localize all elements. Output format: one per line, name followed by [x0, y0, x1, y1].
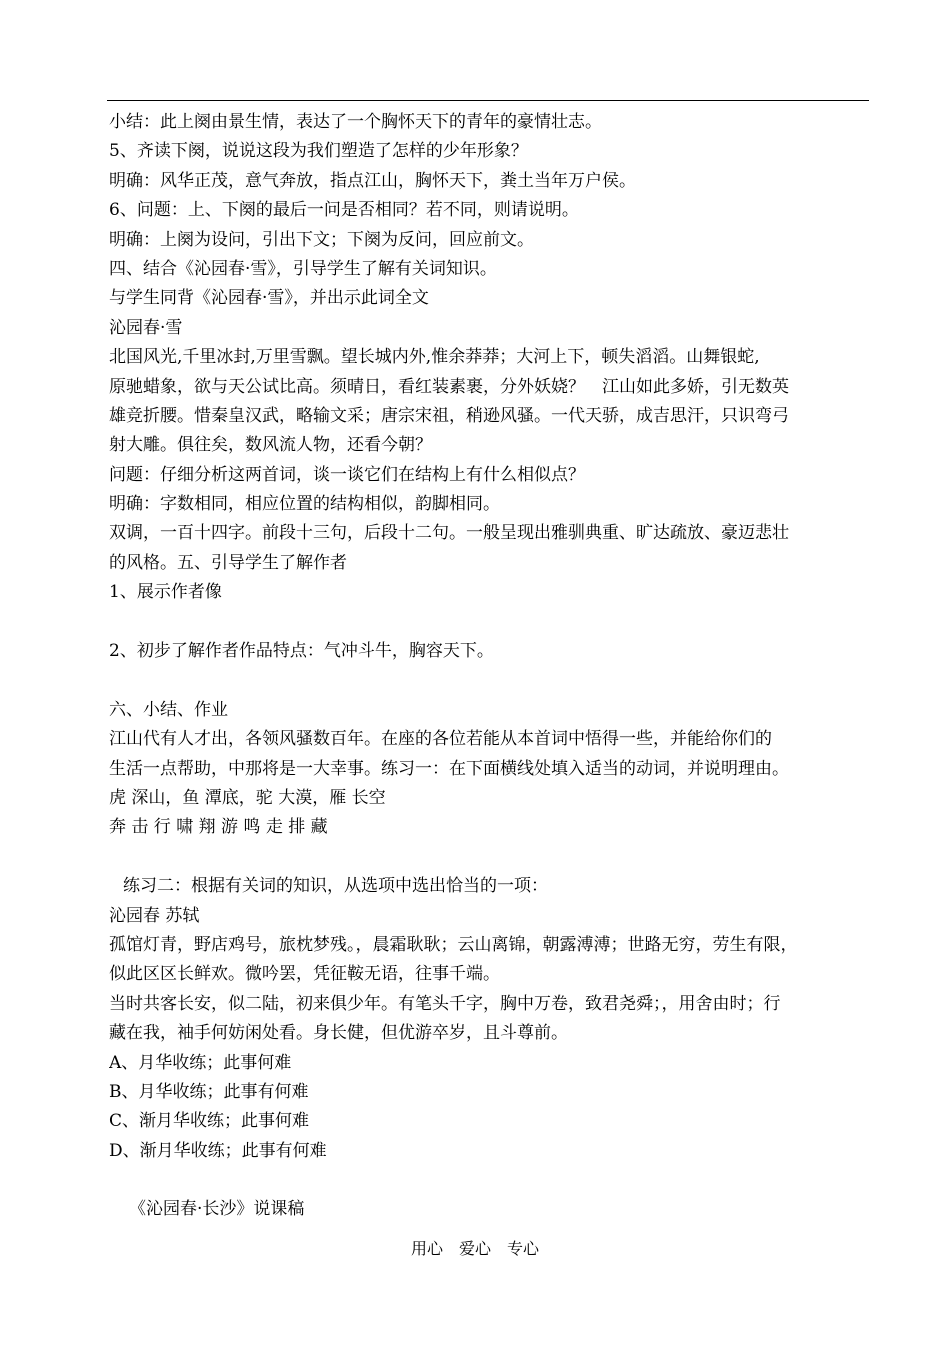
text-line: 生活一点帮助，中那将是一大幸事。练习一：在下面横线处填入适当的动词，并说明理由。	[109, 758, 789, 779]
poem-title: 沁园春·雪	[109, 317, 183, 338]
poem-line: 藏在我，袖手何妨闲处看。身长健，但优游卒岁，且斗尊前。	[109, 1023, 568, 1044]
text-line: 双调，一百十四字。前段十三句，后段十二句。一般呈现出雅驯典重、旷达疏放、豪迈悲壮	[109, 523, 789, 544]
text-line: 的风格。五、引导学生了解作者	[109, 552, 347, 573]
text-line: 2、初步了解作者作品特点：气冲斗牛，胸容天下。	[109, 641, 494, 662]
blank-line	[109, 843, 871, 872]
exercise-line: 虎 深山，鱼 潭底，驼 大漠，雁 长空	[109, 787, 386, 808]
blank-line	[109, 608, 871, 637]
poem-line: 似此区区长鲜欢。微吟罢，凭征鞍无语，往事千端。	[109, 964, 500, 985]
blank-line	[109, 666, 871, 695]
document-body	[109, 108, 871, 1225]
text-line: 江山代有人才出，各领风骚数百年。在座的各位若能从本首词中悟得一些，并能给你们的	[109, 729, 772, 750]
text-line: 小结：此上阕由景生情，表达了一个胸怀天下的青年的豪情壮志。	[109, 112, 602, 132]
page-footer: 用心 爱心 专心	[410, 1239, 539, 1258]
poem-title: 沁园春 苏轼	[109, 905, 200, 926]
poem-line: 北国风光,千里冰封,万里雪飘。望长城内外,惟余莽莽；大河上下，顿失滔滔。山舞银蛇,	[109, 347, 760, 368]
text-line: 1、展示作者像	[109, 582, 222, 603]
text-line: 6、问题：上、下阕的最后一问是否相同？若不同，则请说明。	[109, 200, 579, 221]
exercise-options: 奔 击 行 啸 翔 游 鸣 走 排 藏	[109, 817, 328, 838]
text-line: 问题：仔细分析这两首词，谈一谈它们在结构上有什么相似点？	[109, 464, 585, 485]
header-rule	[107, 100, 869, 101]
poem-line: 雄竞折腰。惜秦皇汉武，略输文采；唐宗宋祖，稍逊风骚。一代天骄，成吉思汗，只识弯弓	[109, 405, 789, 426]
choice-b: B、月华收练；此事有何难	[109, 1081, 309, 1102]
poem-line: 原驰蜡象，欲与天公试比高。须晴日，看红装素裹，分外妖娆？ 江山如此多娇，引无数英	[109, 376, 789, 397]
text-line: 明确：上阕为设问，引出下文；下阕为反问，回应前文。	[109, 229, 534, 250]
choice-c: C、渐月华收练；此事何难	[109, 1111, 310, 1132]
text-line: 明确：字数相同，相应位置的结构相似，韵脚相同。	[109, 494, 500, 515]
text-line: 与学生同背《沁园春·雪》，并出示此词全文	[109, 288, 429, 309]
section-heading: 四、结合《沁园春·雪》，引导学生了解有关词知识。	[109, 258, 497, 279]
section-heading: 六、小结、作业	[109, 699, 228, 720]
text-line: 明确：风华正茂，意气奔放，指点江山，胸怀天下，粪土当年万户侯。	[109, 170, 636, 191]
poem-line: 孤馆灯青，野店鸡号，旅枕梦残。，晨霜耿耿；云山离锦，朝露溥溥；世路无穷，劳生有限，	[109, 934, 798, 955]
choice-a: A、月华收练；此事何难	[109, 1052, 292, 1073]
document-title: 《沁园春·长沙》说课稿	[129, 1199, 305, 1220]
poem-line: 射大雕。俱往矣，数风流人物，还看今朝？	[109, 435, 432, 456]
text-line: 5、齐读下阕，说说这段为我们塑造了怎样的少年形象？	[109, 141, 528, 162]
poem-line: 当时共客长安，似二陆，初来俱少年。有笔头千字，胸中万卷，致君尧舜；，用舍由时；行	[109, 993, 781, 1014]
blank-line	[109, 1166, 871, 1195]
exercise-heading: 练习二：根据有关词的知识，从选项中选出恰当的一项：	[123, 876, 548, 897]
choice-d: D、渐月华收练；此事有何难	[109, 1140, 327, 1161]
